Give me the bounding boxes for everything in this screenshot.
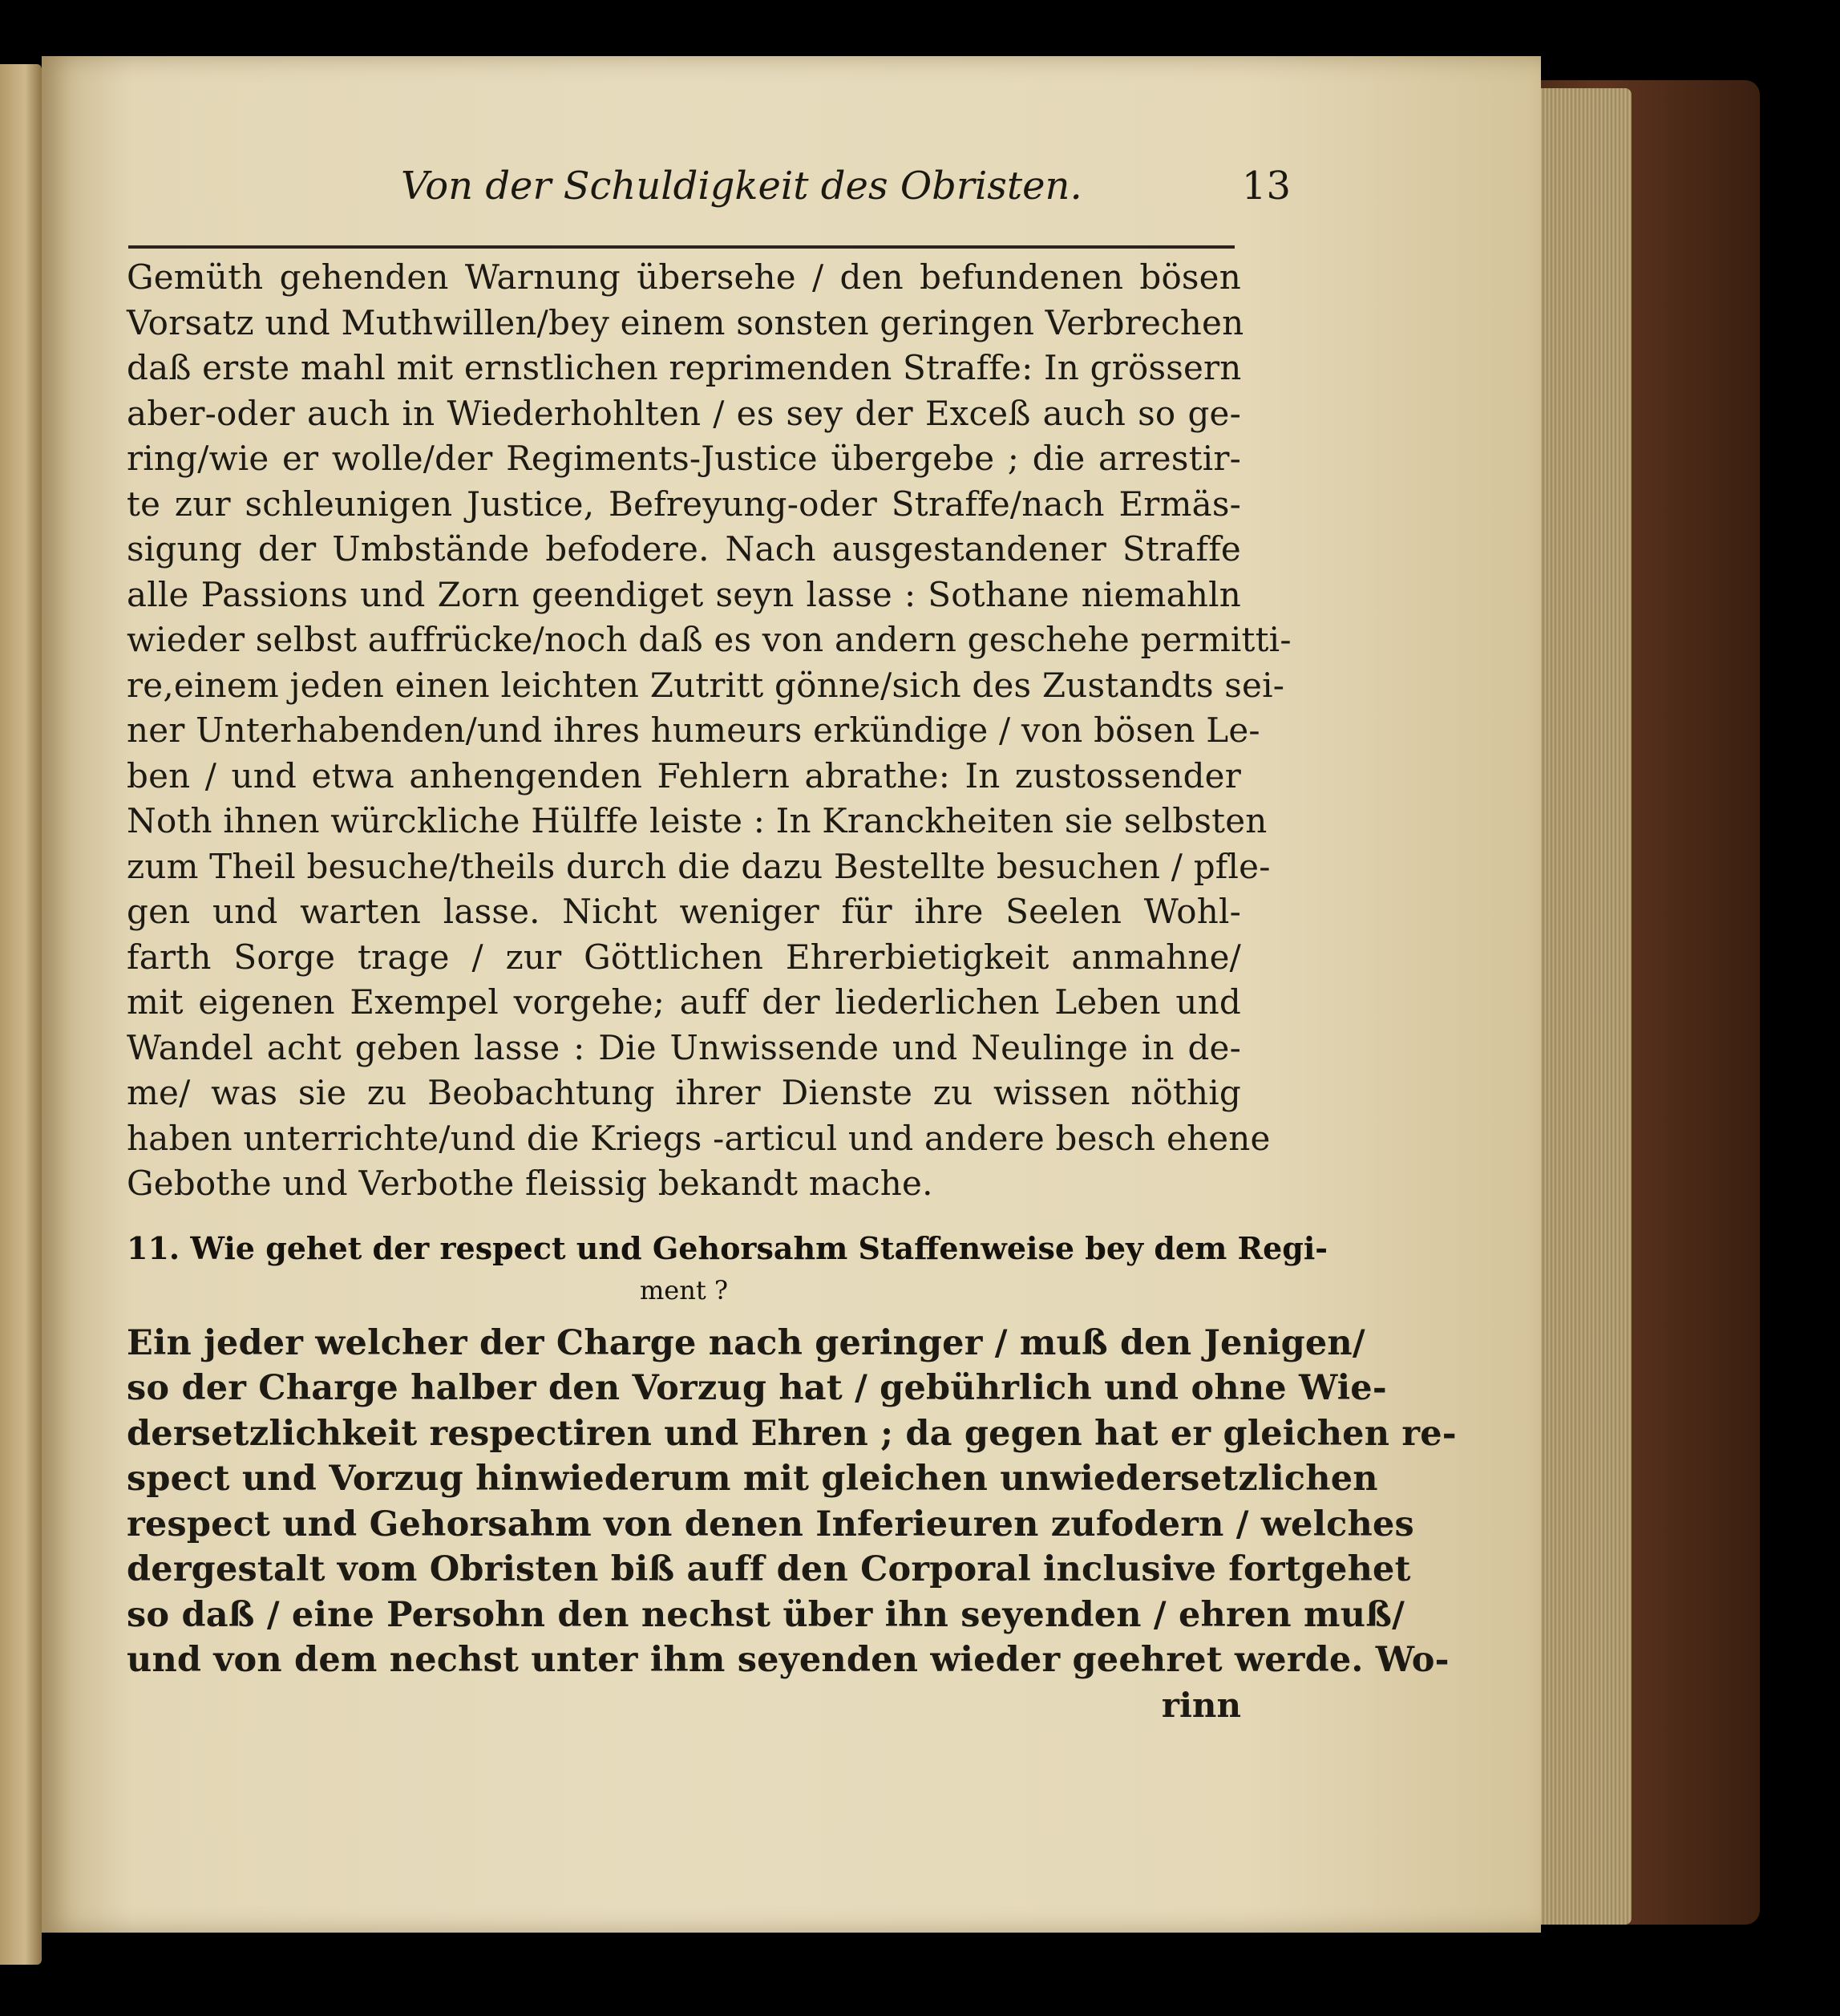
facing-page-edge — [0, 64, 42, 1965]
page-number: 13 — [1241, 164, 1291, 208]
text-line: gen und warten lasse. Nicht weniger für ihre Seelen Wohl- — [127, 892, 1241, 931]
answer-paragraph — [127, 1321, 1457, 1683]
text-line: ner Unterhabenden/und ihres humeurs erkündige / von bösen Le- — [127, 710, 1260, 750]
text-line: Gemüth gehenden Warnung übersehe / den befundenen bösen — [127, 257, 1241, 297]
text-line: mit eigenen Exempel vorgehe; auff der liederlichen Leben und — [127, 982, 1241, 1022]
paragraph-1 — [127, 255, 1292, 1207]
text-line: Gebothe und Verbothe fleissig bekandt mache. — [127, 1164, 933, 1203]
text-line: so der Charge halber den Vorzug hat / gebührlich und ohne Wie- — [127, 1368, 1387, 1408]
text-line: Vorsatz und Muthwillen/bey einem sonsten geringen Verbrechen — [127, 302, 1244, 342]
text-line: haben unterrichte/und die Kriegs -articul und andere besch ehene — [127, 1118, 1271, 1158]
page-block-edge — [1535, 88, 1632, 1925]
header-rule — [128, 245, 1235, 249]
text-line: spect und Vorzug hinwiederum mit gleichen unwiedersetzlichen — [127, 1459, 1378, 1499]
text-line: Noth ihnen würckliche Hülffe leiste : In Kranckheiten sie selbsten — [127, 801, 1268, 840]
running-head — [353, 152, 1291, 208]
text-line: re,einem jeden einen leichten Zutritt gönne/sich des Zustandts sei- — [127, 665, 1285, 705]
text-line: ben / und etwa anhengenden Fehlern abrathe: In zustossender — [127, 755, 1241, 795]
text-line: daß erste mahl mit ernstlichen reprimenden Straffe: In grössern — [127, 348, 1242, 387]
text-line: ring/wie er wolle/der Regiments-Justice übergebe ; die arrestir- — [127, 439, 1241, 478]
text-block — [127, 255, 1457, 1728]
text-line: Wandel acht geben lasse : Die Unwissende und Neulinge in de- — [127, 1027, 1241, 1067]
question-heading-continued: ment ? — [639, 1274, 729, 1306]
text-line: zum Theil besuche/theils durch die dazu Bestellte besuchen / pfle- — [127, 846, 1271, 886]
question-heading: 11. Wie gehet der respect und Gehorsahm Staffenweise bey dem Regi- — [127, 1229, 1328, 1266]
text-line: dergestalt vom Obristen biß auff den Corporal inclusive fortgehet — [127, 1549, 1411, 1589]
text-line: Ein jeder welcher der Charge nach geringer / muß den Jenigen/ — [127, 1322, 1365, 1363]
text-line: te zur schleunigen Justice, Befreyung-oder Straffe/nach Ermäs- — [127, 484, 1241, 524]
text-line: so daß / eine Persohn den nechst über ihn seyenden / ehren muß/ — [127, 1594, 1405, 1635]
running-title: Von der Schuldigkeit des Obristen. — [401, 164, 1082, 208]
text-line: respect und Gehorsahm von denen Inferieuren zufodern / welches — [127, 1504, 1414, 1544]
text-line: aber-oder auch in Wiederhohlten / es sey der Exceß auch so ge- — [127, 393, 1241, 433]
text-line: alle Passions und Zorn geendiget seyn lasse : Sothane niemahln — [127, 574, 1241, 614]
text-line: me/ was sie zu Beobachtung ihrer Dienste zu wissen nöthig — [127, 1073, 1241, 1112]
text-line: farth Sorge trage / zur Göttlichen Ehrerbietigkeit anmahne/ — [127, 937, 1241, 977]
catchword: rinn — [1161, 1685, 1241, 1725]
text-line: wieder selbst auffrücke/noch daß es von andern geschehe permitti- — [127, 620, 1292, 659]
text-line: sigung der Umbstände befodere. Nach ausgestandener Straffe — [127, 529, 1241, 569]
text-line: und von dem nechst unter ihm seyenden wieder geehret werde. Wo- — [127, 1640, 1450, 1680]
text-line: dersetzlichkeit respectiren und Ehren ; da gegen hat er gleichen re- — [127, 1413, 1457, 1454]
